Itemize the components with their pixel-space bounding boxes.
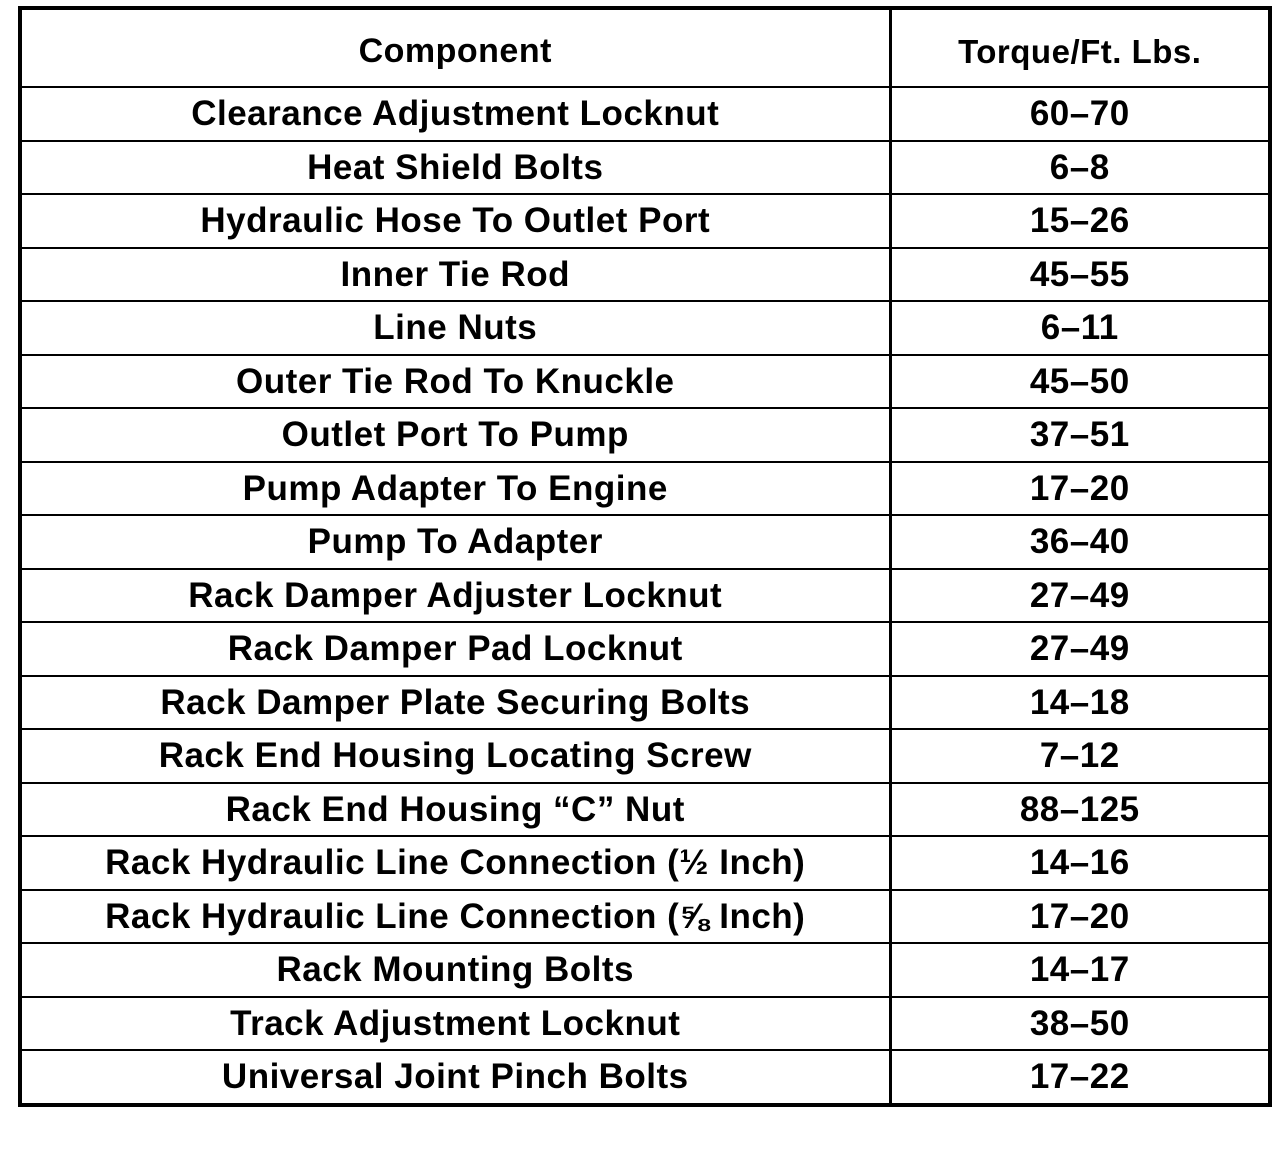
torque-cell: 27–49 <box>890 622 1270 676</box>
table-row <box>20 783 1270 837</box>
table-row <box>20 408 1270 462</box>
torque-cell: 38–50 <box>890 997 1270 1051</box>
component-cell: Hydraulic Hose To Outlet Port <box>20 194 890 248</box>
table-body <box>20 87 1270 1105</box>
torque-spec-table <box>18 6 1272 1107</box>
component-cell: Inner Tie Rod <box>20 248 890 302</box>
torque-cell: 15–26 <box>890 194 1270 248</box>
component-cell: Track Adjustment Locknut <box>20 997 890 1051</box>
table-row <box>20 676 1270 730</box>
table-row <box>20 194 1270 248</box>
component-cell: Line Nuts <box>20 301 890 355</box>
table-row <box>20 462 1270 516</box>
torque-cell: 27–49 <box>890 569 1270 623</box>
table-row <box>20 622 1270 676</box>
component-cell: Clearance Adjustment Locknut <box>20 87 890 141</box>
component-cell: Rack End Housing Locating Screw <box>20 729 890 783</box>
torque-cell: 45–50 <box>890 355 1270 409</box>
table-row <box>20 997 1270 1051</box>
torque-cell: 37–51 <box>890 408 1270 462</box>
torque-cell: 7–12 <box>890 729 1270 783</box>
header-row <box>20 8 1270 87</box>
table-row <box>20 248 1270 302</box>
component-cell: Rack Damper Plate Securing Bolts <box>20 676 890 730</box>
component-cell: Pump To Adapter <box>20 515 890 569</box>
header-component: Component <box>20 8 890 87</box>
table-row <box>20 729 1270 783</box>
component-cell: Rack Hydraulic Line Connection (⅝ Inch) <box>20 890 890 944</box>
table-row <box>20 836 1270 890</box>
torque-cell: 6–11 <box>890 301 1270 355</box>
component-cell: Rack Damper Adjuster Locknut <box>20 569 890 623</box>
table-row <box>20 569 1270 623</box>
table-row <box>20 141 1270 195</box>
component-cell: Rack Mounting Bolts <box>20 943 890 997</box>
torque-cell: 17–20 <box>890 462 1270 516</box>
torque-cell: 6–8 <box>890 141 1270 195</box>
torque-cell: 17–20 <box>890 890 1270 944</box>
table-row <box>20 890 1270 944</box>
component-cell: Universal Joint Pinch Bolts <box>20 1050 890 1105</box>
torque-cell: 45–55 <box>890 248 1270 302</box>
component-cell: Heat Shield Bolts <box>20 141 890 195</box>
component-cell: Rack End Housing “C” Nut <box>20 783 890 837</box>
torque-cell: 60–70 <box>890 87 1270 141</box>
table-row <box>20 301 1270 355</box>
torque-cell: 36–40 <box>890 515 1270 569</box>
table-row <box>20 515 1270 569</box>
component-cell: Outer Tie Rod To Knuckle <box>20 355 890 409</box>
table-row <box>20 1050 1270 1105</box>
component-cell: Pump Adapter To Engine <box>20 462 890 516</box>
component-cell: Rack Damper Pad Locknut <box>20 622 890 676</box>
table-row <box>20 355 1270 409</box>
table-row <box>20 943 1270 997</box>
table-row <box>20 87 1270 141</box>
header-torque: Torque/Ft. Lbs. <box>890 8 1270 87</box>
torque-cell: 14–16 <box>890 836 1270 890</box>
component-cell: Outlet Port To Pump <box>20 408 890 462</box>
torque-cell: 14–18 <box>890 676 1270 730</box>
torque-cell: 14–17 <box>890 943 1270 997</box>
torque-cell: 17–22 <box>890 1050 1270 1105</box>
component-cell: Rack Hydraulic Line Connection (½ Inch) <box>20 836 890 890</box>
torque-cell: 88–125 <box>890 783 1270 837</box>
